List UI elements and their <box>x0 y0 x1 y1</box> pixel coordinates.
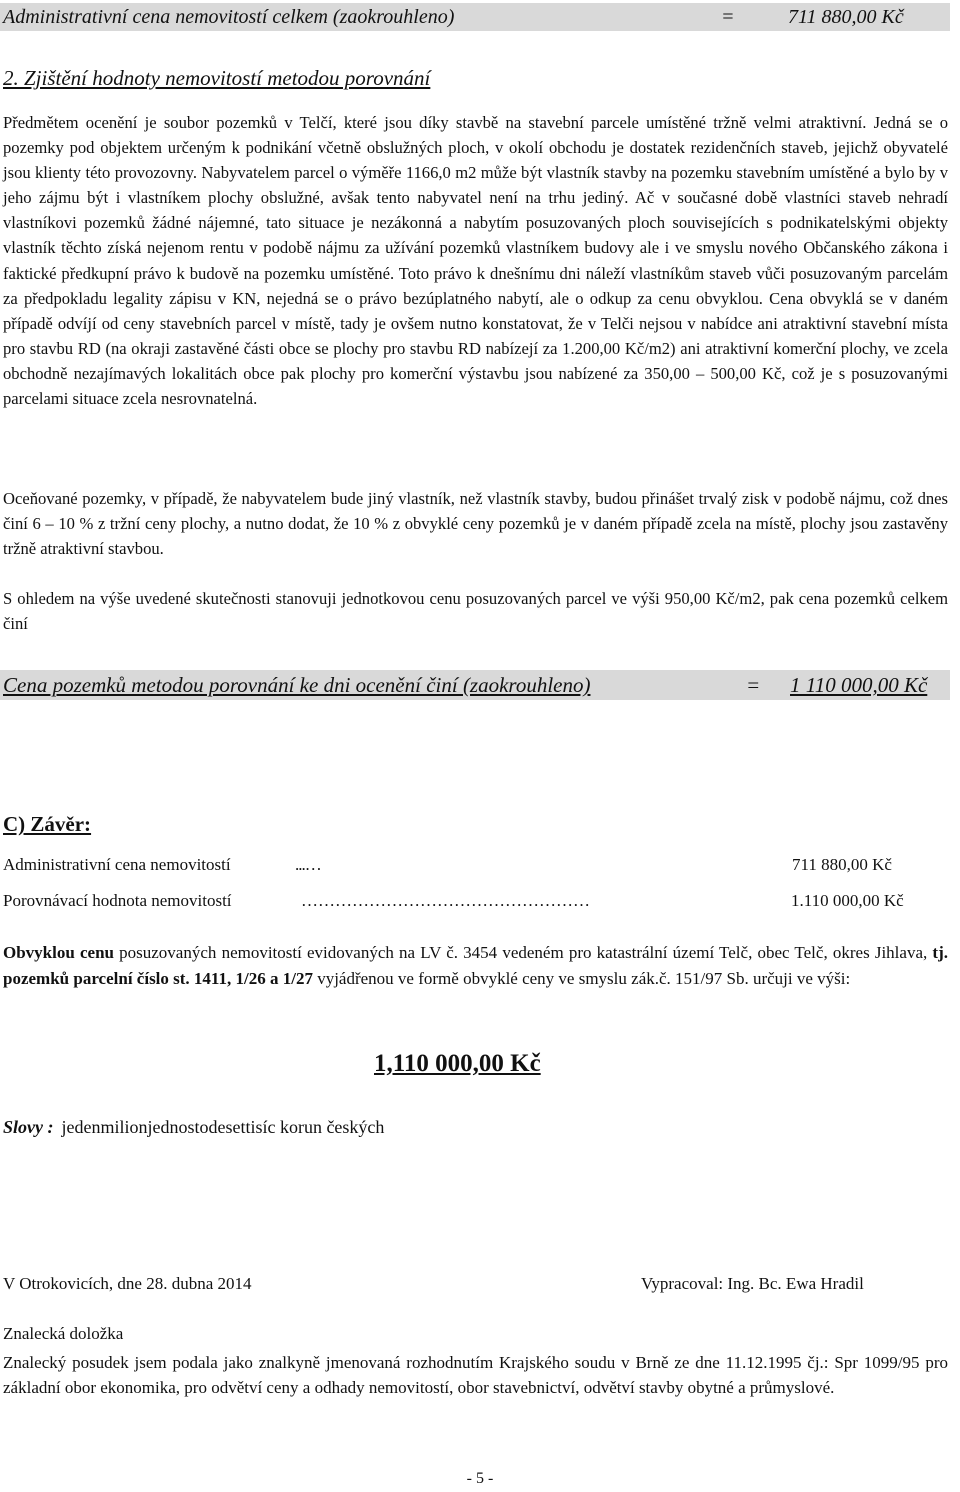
land-price-value: 1 110 000,00 Kč <box>790 673 928 697</box>
section-2-heading: 2. Zjištění hodnoty nemovitostí metodou porovnání <box>3 66 431 90</box>
admin-price-line <box>3 853 948 877</box>
land-price-result-bar <box>0 670 950 700</box>
comparison-method-paragraph: Předmětem ocenění je soubor pozemků v Telčí, které jsou díky stavbě na stavební parcele umístěné tržně velmi atraktivní. Jedná se o pozemky pod objektem určeným k podnikání včetně obslužných ploch, v okolí obchodu je dostatek rezidenčních staveb, jejichž obyvatelé jsou klienty této provozovny. Nabyvatelem parcel o výměře 1166,0 m2 může být vlastník stavby na pozemku stavebním umístěné a bylo by v jeho zájmu být i vlastníkem plochy obslužné, avšak tento nabyvatel není na trhu jediný. Ač v současné době vlastníci staveb nehradí vlastníkovi pozemků žádné nájemné, tato situace je nezákonná a nabytím posuzovaných ploch souvisejících s podnikatelskými objekty vlastník těchto získá nejenom rentu v podobě nájmu za užívání pozemků vlastníkem budovy ale i ve smyslu nového Občanského zákona i faktické předkupní právo k budově na pozemku umístěné. Toto právo k dnešnímu dni náleží vlastníkům staveb vůči posuzovaným parcelám za předpokladu legality zápisu v KN, nejedná se o právo bezúplatného nabytí, ale o odkup za cenu obvyklou. Cena obvyklá se v daném případě odvíjí od ceny stavebních parcel v místě, tady je ovšem nutno konstatovat, že v Telči nejsou v nabídce ani atraktivní stavební místa pro stavbu RD (na okraji zastavěné části obce se plochy pro stavbu RD nabízejí za 1.200,00 Kč/m2) ani atraktivní komerční plochy, ve zcela obchodně nezajímavých lokalitách obce pak plochy pro komerční výstavbu jsou nabízené za 350,00 – 500,00 Kč, což je s posuzovanými parcelami situace zcela nesrovnatelná. <box>3 113 948 409</box>
admin-price-line-value: 711 880,00 Kč <box>792 855 892 874</box>
expert-clause-heading: Znalecká doložka <box>3 1324 124 1343</box>
conclusion-heading: C) Závěr: <box>3 812 92 836</box>
admin-price-label: Administrativní cena nemovitostí celkem (zaokrouhleno) <box>3 6 455 28</box>
usual-price-bold-lead: Obvyklou cenu <box>3 943 114 962</box>
comparison-value-line-label: Porovnávací hodnota nemovitostí <box>3 891 232 910</box>
expert-clause-text: Znalecký posudek jsem podala jako znalkyně jmenovaná rozhodnutím Krajského soudu v Brně ze dne 11.12.1995 čj.: Spr 1099/95 pro základní obor ekonomika, pro odvětví ceny a odhady nemovitostí, obor stavebnictví, odvětví stavby obytné a průmyslové. <box>3 1353 948 1397</box>
rent-profit-paragraph: Oceňované pozemky, v případě, že nabyvatelem bude jiný vlastník, než vlastník stavby, budou přinášet trvalý zisk v podobě nájmu, což dnes činí 6 – 10 % z tržní ceny plochy, a nutno dodat, že 10 % z obvyklé ceny pozemků je v daném případě zcela na místě, plochy jsou zastavěny tržně atraktivní stavbou. <box>3 489 948 559</box>
page-number: - 5 - <box>466 1470 494 1487</box>
prepared-by: Vypracoval: Ing. Bc. Ewa Hradil <box>641 1274 864 1293</box>
comparison-value-line-dots: …………………………………………… <box>301 891 590 910</box>
admin-price-summary-bar <box>0 3 950 31</box>
usual-price-paragraph <box>3 940 948 992</box>
in-words-line <box>3 1117 384 1138</box>
place-date: V Otrokovicích, dne 28. dubna 2014 <box>3 1274 252 1293</box>
in-words-text: jedenmilionjednostodesettisíc korun českých <box>61 1117 385 1137</box>
usual-price-big-value: 1,110 000,00 Kč <box>374 1050 541 1077</box>
land-price-label: Cena pozemků metodou porovnání ke dni ocenění činí (zaokrouhleno) <box>3 673 591 697</box>
usual-price-text-2: vyjádřenou ve formě obvyklé ceny ve smyslu zák.č. 151/97 Sb. určuji ve výši: <box>312 969 851 988</box>
parcels-bold: tj. pozemků parcelní číslo st. 1411, 1/26 a 1/27 <box>3 943 948 988</box>
usual-price-text-1: posuzovaných nemovitostí evidovaných na LV č. 3454 vedeném pro katastrální území Telč, obec Telč, okres Jihlava, <box>113 943 933 962</box>
in-words-label: Slovy : <box>3 1117 54 1137</box>
comparison-value-line <box>3 889 948 913</box>
admin-price-line-dots: ...… <box>295 855 321 874</box>
land-price-equals: = <box>746 673 761 697</box>
admin-price-value: 711 880,00 Kč <box>788 6 904 28</box>
unit-price-paragraph: S ohledem na výše uvedené skutečnosti stanovuji jednotkovou cenu posuzovaných parcel ve výši 950,00 Kč/m2, pak cena pozemků celkem činí <box>3 589 948 634</box>
admin-price-line-label: Administrativní cena nemovitostí <box>3 855 231 874</box>
comparison-value-line-value: 1.110 000,00 Kč <box>791 891 904 910</box>
admin-price-equals: = <box>721 6 735 28</box>
